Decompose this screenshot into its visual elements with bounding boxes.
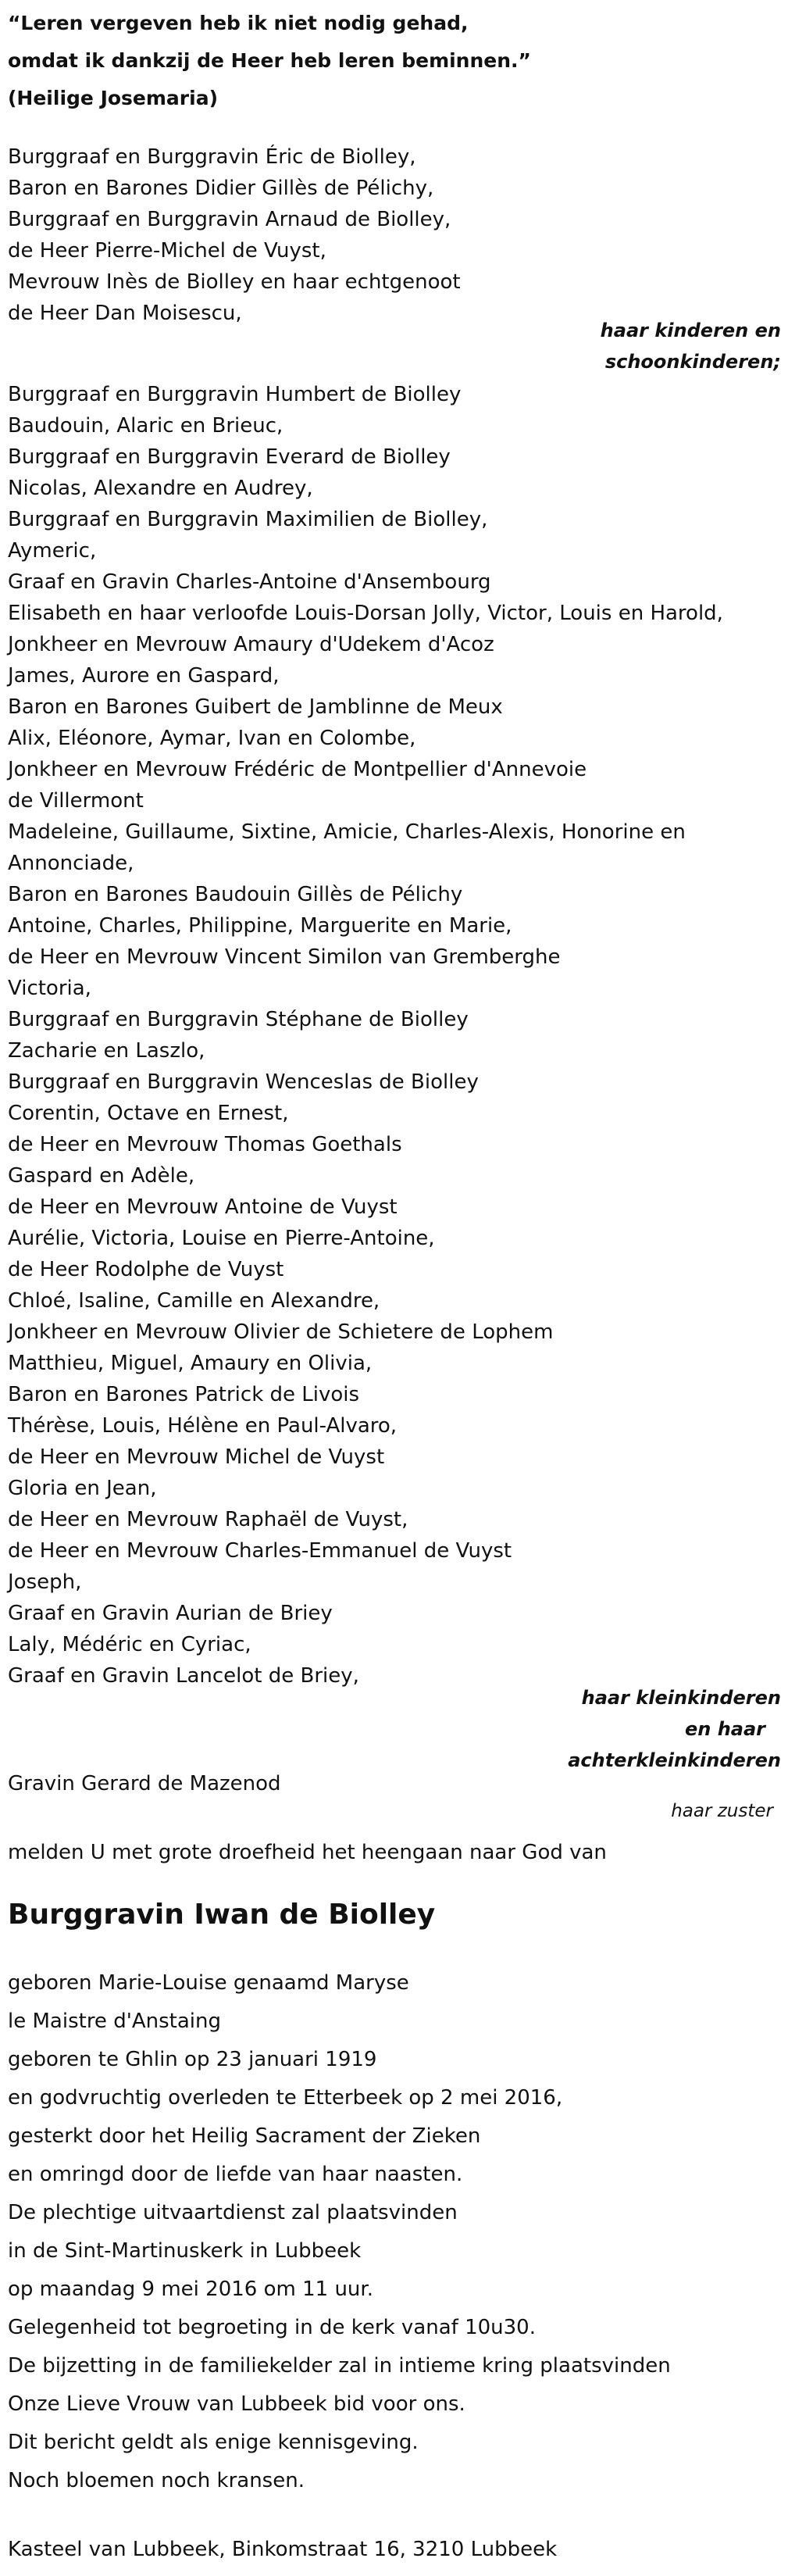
family-line: Baron en Barones Patrick de Livois [8, 1383, 360, 1406]
detail-line: le Maistre d'Anstaing [8, 2010, 221, 2033]
detail-line: De plechtige uitvaartdienst zal plaatsvinden [8, 2201, 458, 2224]
family-line: Aurélie, Victoria, Louise en Pierre-Antoine, [8, 1227, 435, 1250]
family-line: de Villermont [8, 789, 144, 813]
detail-line: geboren te Ghlin op 23 januari 1919 [8, 2048, 377, 2071]
family-line: de Heer en Mevrouw Vincent Similon van Gremberghe [8, 945, 561, 969]
family-line: Baudouin, Alaric en Brieuc, [8, 414, 283, 438]
family-line: de Heer Rodolphe de Vuyst [8, 1258, 284, 1281]
family-line: de Heer en Mevrouw Charles-Emmanuel de Vuyst [8, 1539, 512, 1563]
family-line: Burggraaf en Burggravin Maximilien de Biolley, [8, 508, 488, 531]
family-line: Laly, Médéric en Cyriac, [8, 1633, 251, 1656]
detail-line: en godvruchtig overleden te Etterbeek op 2 mei 2016, [8, 2086, 563, 2110]
family-line: Matthieu, Miguel, Amaury en Olivia, [8, 1352, 373, 1375]
family-line: de Heer Pierre-Michel de Vuyst, [8, 239, 326, 263]
family-line: de Heer Dan Moisescu, [8, 302, 242, 325]
family-line: de Heer en Mevrouw Raphaël de Vuyst, [8, 1508, 408, 1531]
detail-line: Gelegenheid tot begroeting in de kerk vanaf 10u30. [8, 2316, 536, 2339]
family-line: Graaf en Gravin Charles-Antoine d'Ansembourg [8, 570, 491, 594]
family-line: Burggraaf en Burggravin Wenceslas de Biolley [8, 1070, 479, 1094]
detail-line: Noch bloemen noch kransen. [8, 2469, 305, 2492]
family-line: Baron en Barones Guibert de Jamblinne de Meux [8, 695, 503, 719]
family-line: Gloria en Jean, [8, 1477, 157, 1500]
quote-line: omdat ik dankzij de Heer heb leren beminnen.” [8, 49, 531, 72]
family-line: Madeleine, Guillaume, Sixtine, Amicie, Charles-Alexis, Honorine en [8, 820, 686, 844]
family-line: Burggraaf en Burggravin Stéphane de Biolley [8, 1008, 469, 1031]
family-line: Corentin, Octave en Ernest, [8, 1102, 289, 1125]
opening-quote [8, 5, 531, 117]
sister-relation-note: haar zuster [671, 1801, 773, 1821]
grandchildren-list [8, 379, 723, 1692]
detail-line: geboren Marie-Louise genaamd Maryse [8, 1971, 409, 1995]
detail-line: Dit bericht geldt als enige kennisgeving. [8, 2431, 419, 2454]
family-line: de Heer en Mevrouw Michel de Vuyst [8, 1445, 385, 1469]
family-line: Burggraaf en Burggravin Arnaud de Biolley, [8, 208, 451, 231]
quote-line: “Leren vergeven heb ik niet nodig gehad, [8, 12, 469, 34]
address: Kasteel van Lubbeek, Binkomstraat 16, 3210 Lubbeek [8, 2538, 558, 2561]
grandchildren-relation-note: haar kleinkinderen en haar achterkleinkinderen [568, 1687, 781, 1771]
family-line: Burggraaf en Burggravin Everard de Biolley [8, 445, 451, 469]
family-line: Burggraaf en Burggravin Humbert de Biolley [8, 383, 462, 406]
family-line: Joseph, [8, 1570, 82, 1594]
family-line: Mevrouw Inès de Biolley en haar echtgenoot [8, 270, 461, 294]
announcement-line: melden U met grote droefheid het heengaan naar God van [8, 1841, 607, 1864]
family-line: Baron en Barones Didier Gillès de Pélichy, [8, 177, 434, 200]
family-line: Graaf en Gravin Aurian de Briey [8, 1602, 333, 1625]
family-line: Graaf en Gravin Lancelot de Briey, [8, 1664, 359, 1688]
family-line: de Heer en Mevrouw Antoine de Vuyst [8, 1195, 398, 1219]
family-line: Nicolas, Alexandre en Audrey, [8, 477, 313, 500]
detail-line: gesterkt door het Heilig Sacrament der Zieken [8, 2124, 481, 2148]
family-line: Elisabeth en haar verloofde Louis-Dorsan Jolly, Victor, Louis en Harold, [8, 602, 723, 625]
family-line: Jonkheer en Mevrouw Amaury d'Udekem d'Acoz [8, 633, 494, 656]
family-line: Victoria, [8, 977, 91, 1000]
family-line: Chloé, Isaline, Camille en Alexandre, [8, 1289, 380, 1313]
children-list [8, 141, 461, 329]
family-line: Zacharie en Laszlo, [8, 1039, 205, 1063]
family-line: Thérèse, Louis, Hélène en Paul-Alvaro, [8, 1414, 398, 1438]
family-line: Annonciade, [8, 852, 134, 875]
quote-source: (Heilige Josemaria) [8, 87, 218, 109]
detail-line: in de Sint-Martinuskerk in Lubbeek [8, 2239, 362, 2263]
detail-line: Onze Lieve Vrouw van Lubbeek bid voor ons. [8, 2392, 465, 2416]
family-line: Aymeric, [8, 539, 97, 563]
family-line: Jonkheer en Mevrouw Olivier de Schietere de Lophem [8, 1320, 554, 1344]
sister-name: Gravin Gerard de Mazenod [8, 1772, 281, 1795]
family-line: Antoine, Charles, Philippine, Marguerite en Marie, [8, 914, 512, 938]
family-line: Gaspard en Adèle, [8, 1164, 195, 1188]
family-line: Jonkheer en Mevrouw Frédéric de Montpellier d'Annevoie [8, 758, 587, 781]
detail-line: en omringd door de liefde van haar naasten. [8, 2163, 463, 2186]
family-line: James, Aurore en Gaspard, [8, 664, 280, 688]
detail-line: De bijzetting in de familiekelder zal in intieme kring plaatsvinden [8, 2354, 671, 2378]
family-line: Burggraaf en Burggravin Éric de Biolley, [8, 145, 416, 169]
deceased-details [8, 1964, 671, 2500]
children-relation-note: haar kinderen en schoonkinderen; [600, 320, 781, 373]
family-line: Alix, Eléonore, Aymar, Ivan en Colombe, [8, 727, 416, 750]
detail-line: op maandag 9 mei 2016 om 11 uur. [8, 2278, 373, 2301]
family-line: Baron en Barones Baudouin Gillès de Pélichy [8, 883, 463, 906]
family-line: de Heer en Mevrouw Thomas Goethals [8, 1133, 402, 1156]
deceased-name: Burggravin Iwan de Biolley [8, 1899, 436, 1931]
